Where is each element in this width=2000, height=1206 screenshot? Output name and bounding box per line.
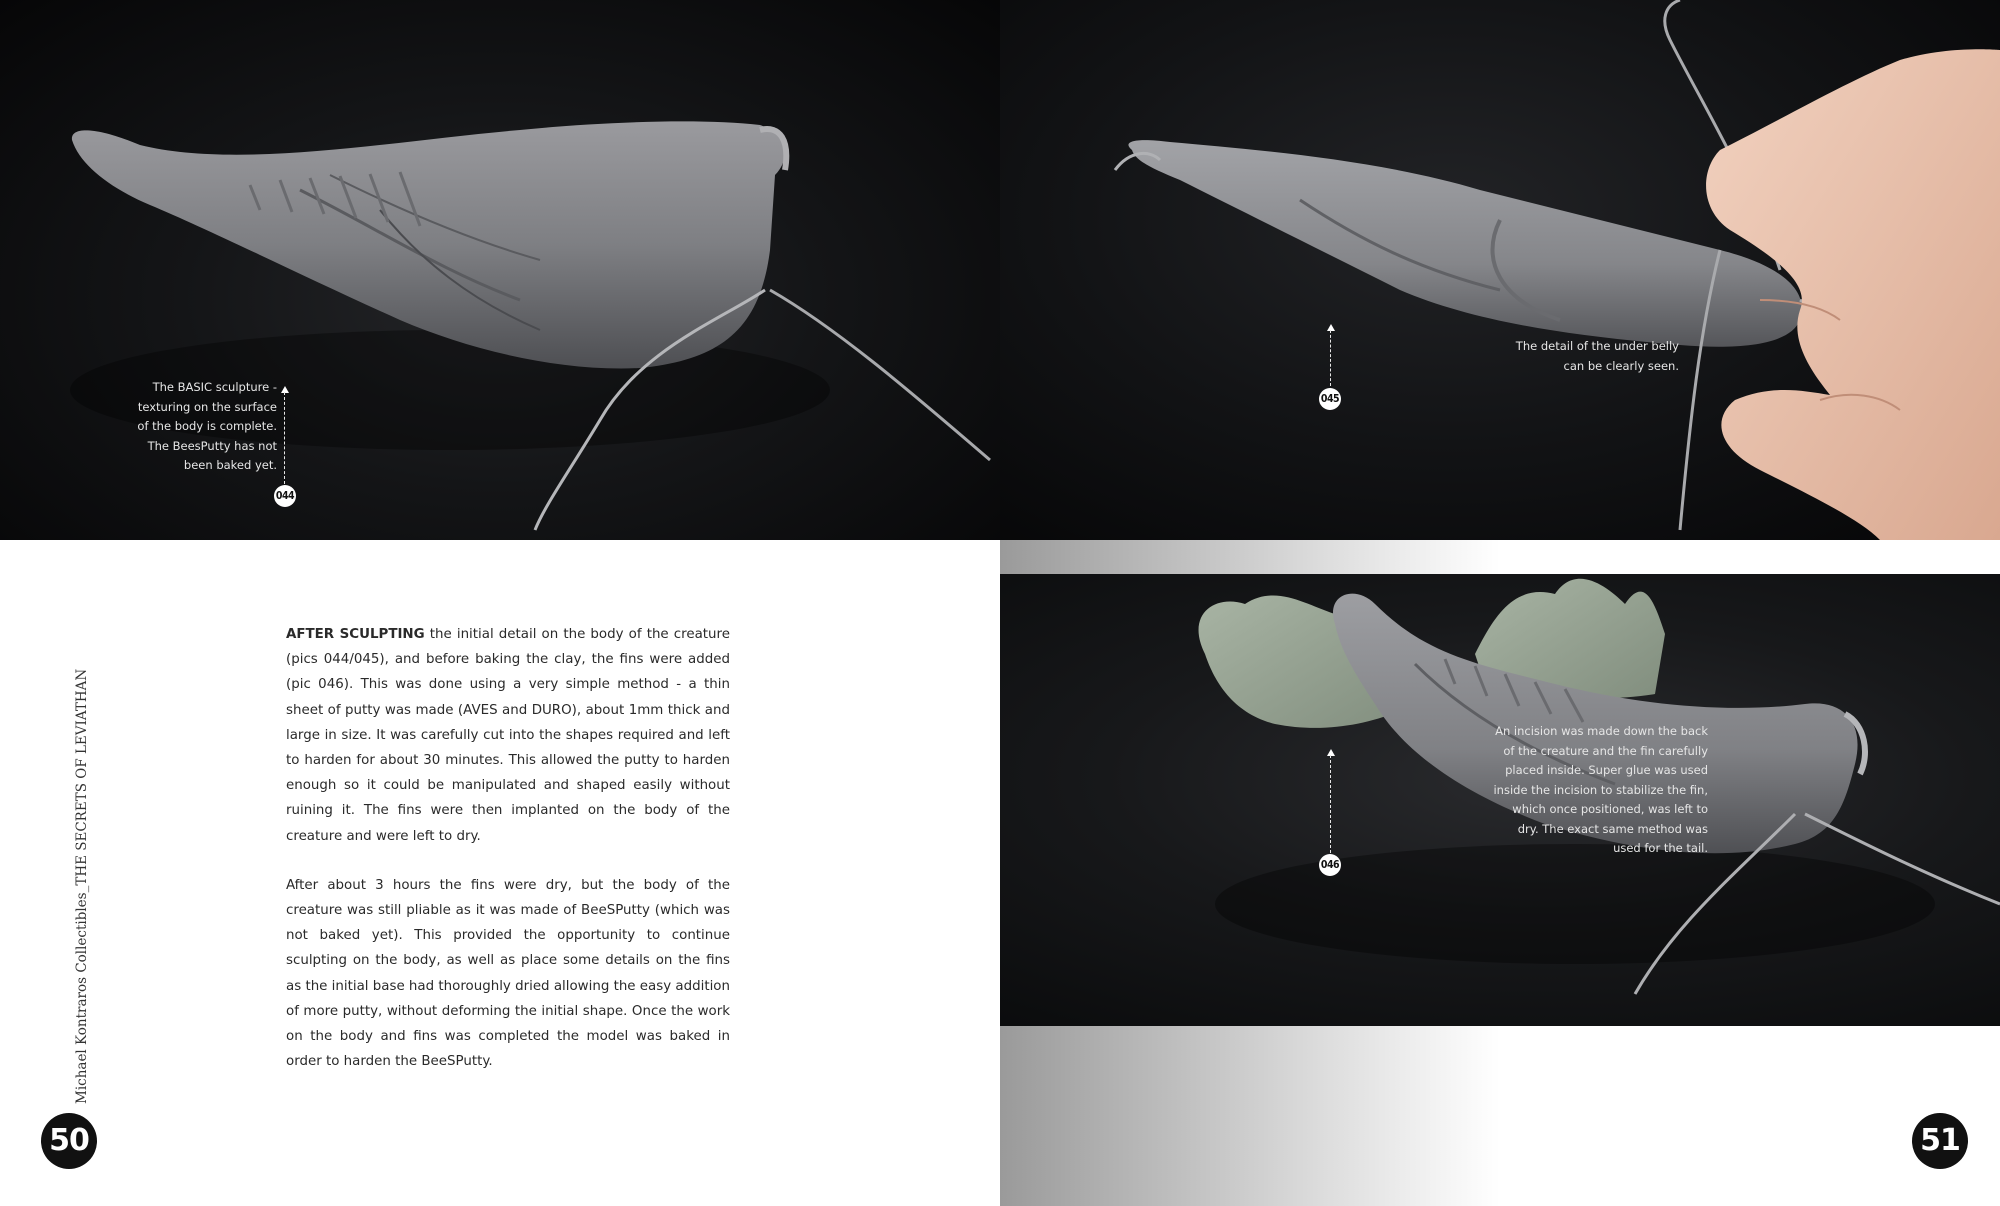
caption-044-line: The BASIC sculpture - [152,380,277,394]
caption-046-line: An incision was made down the back [1495,724,1708,738]
caption-046-line: placed inside. Super glue was used [1505,763,1708,777]
article-paragraph-1-text: the initial detail on the body of the creature (pics 044/045), and before baking the clay, the fins were added (pic 046). This was done using a very simple method - a thin sheet of putty was made (AVES and DURO), about 1mm thick and large in size. It was carefully cut into the shapes required and left to harden for about 30 minutes. This allowed the putty to harden enough so it could be manipulated and shaped easily without ruining it. The fins were then implanted on the body of the creature and were left to dry. [286,627,730,844]
pic-badge-045: 045 [1319,388,1341,410]
sculpture-illustration-045 [1000,0,2000,540]
caption-046-line: dry. The exact same method was [1517,821,1708,836]
arrow-up-icon [1327,749,1335,756]
caption-044 [137,378,277,476]
caption-044-line: texturing on the surface [137,399,277,414]
caption-044-line: of the body is complete. [137,419,277,433]
caption-046-line: of the creature and the fin carefully [1503,743,1708,758]
article-paragraph-1 [286,622,730,849]
caption-046-line: inside the incision to stabilize the fin, [1493,782,1708,797]
caption-044-pointer [284,392,285,484]
caption-045-line: can be clearly seen. [1563,358,1679,373]
caption-046-line: which once positioned, was left to [1512,802,1708,816]
page-number-left: 50 [41,1113,97,1169]
arrow-up-icon [1327,324,1335,331]
caption-045-line: The detail of the under belly [1515,339,1679,353]
article-body [286,622,730,1098]
right-page [1000,0,2000,1206]
caption-044-line: The BeesPutty has not [147,438,277,453]
caption-044-line: been baked yet. [183,458,277,472]
arrow-up-icon [281,386,289,393]
pic-badge-044: 044 [274,485,296,507]
article-paragraph-2: After about 3 hours the fins were dry, but the body of the creature was still pliable as it was made of BeeSPutty (which was not baked yet). This provided the opportunity to continue sculpting on the body, as well as place some details on the fins as the initial base had thoroughly dried allowing the easy addition of more putty, without deforming the initial shape. Once the work on the body and fins was completed the model was baked in order to harden the BeeSPutty. [286,877,730,1070]
photo-044-sculpture [0,0,1000,540]
caption-045-pointer [1330,330,1331,386]
book-credit: Michael Kontraros Collectibles_THE SECRETS OF LEVIATHAN [74,668,90,1104]
page-number-right: 51 [1912,1113,1968,1169]
caption-046-line: used for the tail. [1613,841,1708,855]
pic-badge-046: 046 [1319,854,1341,876]
caption-046 [1493,722,1708,859]
caption-046-pointer [1330,755,1331,853]
article-lead: AFTER SCULPTING [286,627,425,642]
caption-045 [1516,337,1679,376]
photo-046-fin [1000,574,2000,1026]
photo-045-underbelly [1000,0,2000,540]
